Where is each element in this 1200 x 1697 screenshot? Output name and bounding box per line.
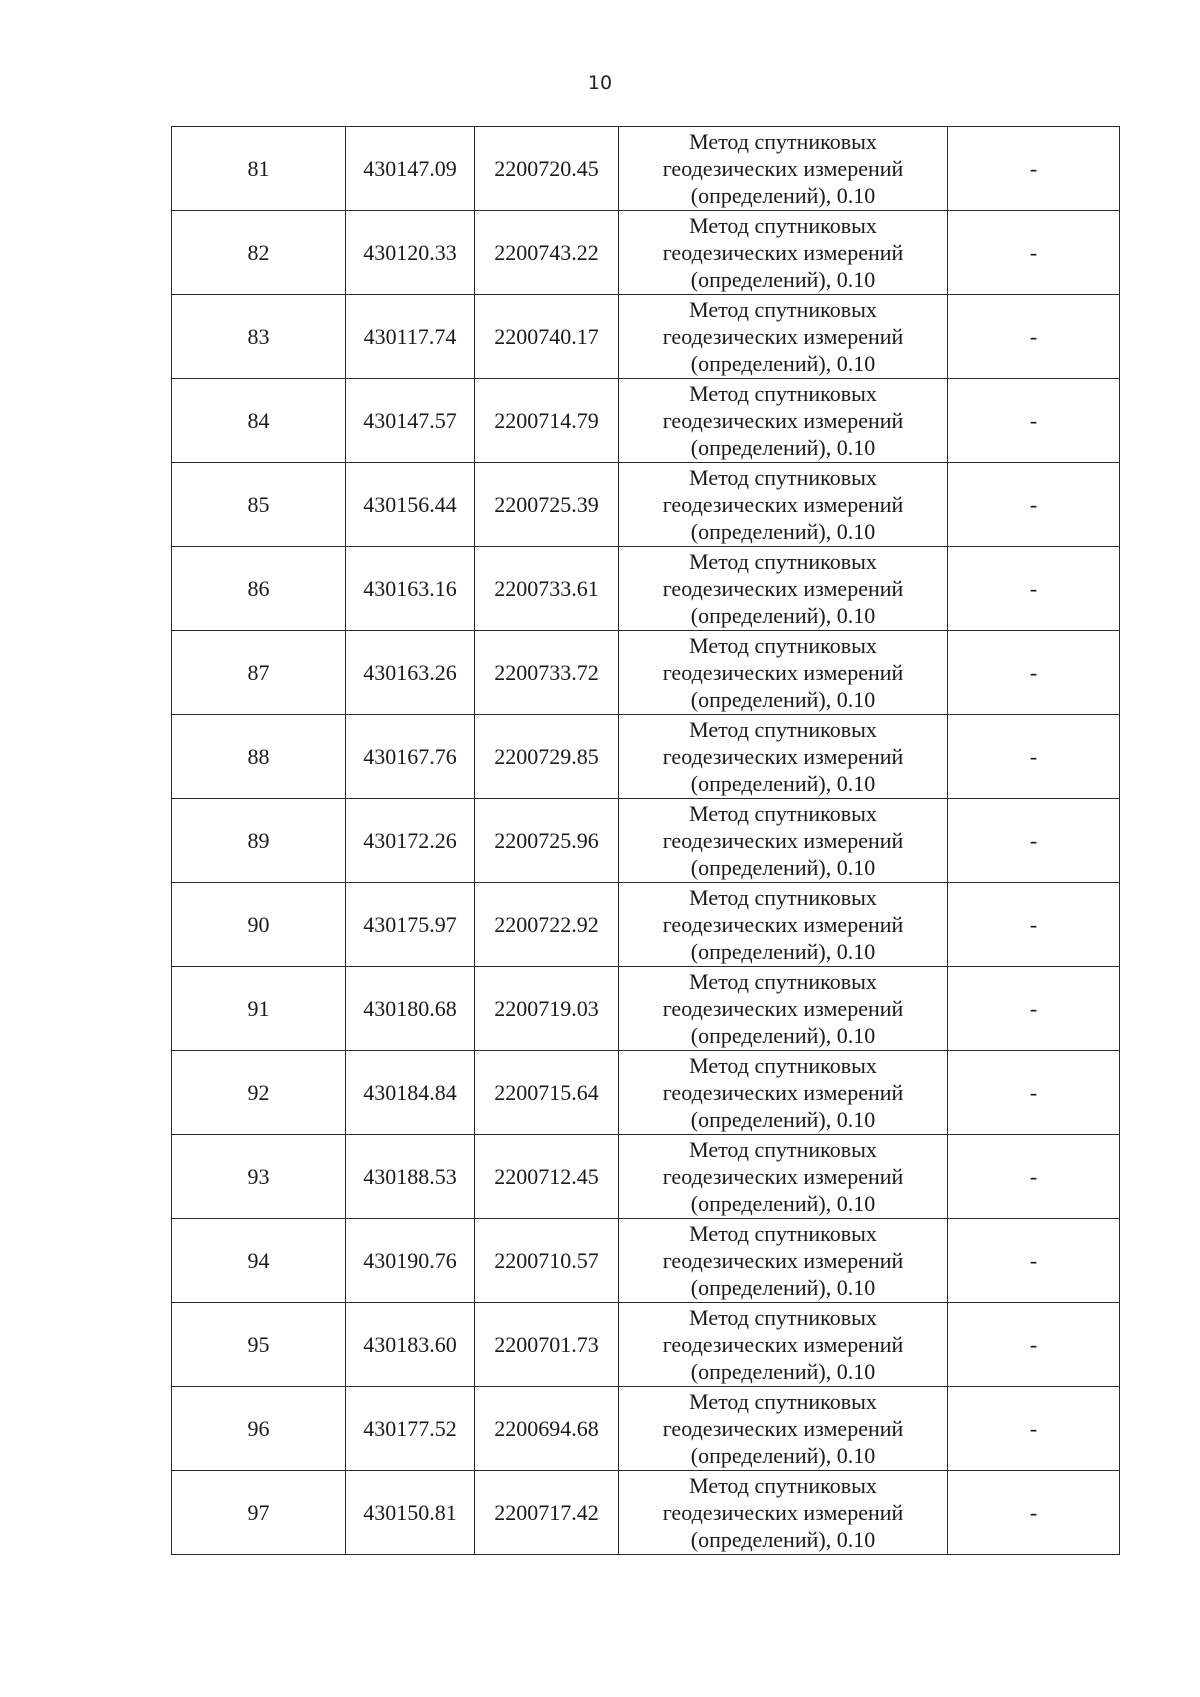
x-coordinate-cell: 430175.97 xyxy=(346,883,475,967)
x-coordinate-cell: 430117.74 xyxy=(346,295,475,379)
method-cell: Метод спутниковых геодезических измерений (определений), 0.10 xyxy=(619,463,948,547)
note-cell: - xyxy=(948,715,1120,799)
note-cell: - xyxy=(948,1219,1120,1303)
table-row xyxy=(172,1219,1120,1303)
method-cell: Метод спутниковых геодезических измерений (определений), 0.10 xyxy=(619,1303,948,1387)
x-coordinate-cell: 430190.76 xyxy=(346,1219,475,1303)
method-cell: Метод спутниковых геодезических измерений (определений), 0.10 xyxy=(619,967,948,1051)
method-cell: Метод спутниковых геодезических измерений (определений), 0.10 xyxy=(619,211,948,295)
x-coordinate-cell: 430156.44 xyxy=(346,463,475,547)
page-number: 10 xyxy=(587,72,613,94)
table-row xyxy=(172,1135,1120,1219)
method-cell: Метод спутниковых геодезических измерений (определений), 0.10 xyxy=(619,547,948,631)
note-cell: - xyxy=(948,295,1120,379)
point-number-cell: 82 xyxy=(172,211,346,295)
point-number-cell: 96 xyxy=(172,1387,346,1471)
method-cell: Метод спутниковых геодезических измерений (определений), 0.10 xyxy=(619,1051,948,1135)
table-row xyxy=(172,1051,1120,1135)
point-number-cell: 97 xyxy=(172,1471,346,1555)
point-number-cell: 81 xyxy=(172,127,346,211)
method-cell: Метод спутниковых геодезических измерений (определений), 0.10 xyxy=(619,715,948,799)
y-coordinate-cell: 2200715.64 xyxy=(475,1051,619,1135)
method-cell: Метод спутниковых геодезических измерений (определений), 0.10 xyxy=(619,379,948,463)
point-number-cell: 86 xyxy=(172,547,346,631)
note-cell: - xyxy=(948,799,1120,883)
table-row xyxy=(172,1471,1120,1555)
x-coordinate-cell: 430163.16 xyxy=(346,547,475,631)
x-coordinate-cell: 430180.68 xyxy=(346,967,475,1051)
note-cell: - xyxy=(948,1387,1120,1471)
y-coordinate-cell: 2200719.03 xyxy=(475,967,619,1051)
y-coordinate-cell: 2200729.85 xyxy=(475,715,619,799)
table-row xyxy=(172,463,1120,547)
y-coordinate-cell: 2200710.57 xyxy=(475,1219,619,1303)
note-cell: - xyxy=(948,883,1120,967)
note-cell: - xyxy=(948,211,1120,295)
point-number-cell: 91 xyxy=(172,967,346,1051)
point-number-cell: 90 xyxy=(172,883,346,967)
method-cell: Метод спутниковых геодезических измерений (определений), 0.10 xyxy=(619,631,948,715)
note-cell: - xyxy=(948,1303,1120,1387)
y-coordinate-cell: 2200694.68 xyxy=(475,1387,619,1471)
y-coordinate-cell: 2200720.45 xyxy=(475,127,619,211)
method-cell: Метод спутниковых геодезических измерений (определений), 0.10 xyxy=(619,1387,948,1471)
table-row xyxy=(172,295,1120,379)
method-cell: Метод спутниковых геодезических измерений (определений), 0.10 xyxy=(619,295,948,379)
note-cell: - xyxy=(948,127,1120,211)
method-cell: Метод спутниковых геодезических измерений (определений), 0.10 xyxy=(619,1135,948,1219)
y-coordinate-cell: 2200740.17 xyxy=(475,295,619,379)
point-number-cell: 89 xyxy=(172,799,346,883)
x-coordinate-cell: 430183.60 xyxy=(346,1303,475,1387)
point-number-cell: 92 xyxy=(172,1051,346,1135)
note-cell: - xyxy=(948,1471,1120,1555)
y-coordinate-cell: 2200701.73 xyxy=(475,1303,619,1387)
point-number-cell: 87 xyxy=(172,631,346,715)
note-cell: - xyxy=(948,1135,1120,1219)
x-coordinate-cell: 430167.76 xyxy=(346,715,475,799)
y-coordinate-cell: 2200717.42 xyxy=(475,1471,619,1555)
method-cell: Метод спутниковых геодезических измерений (определений), 0.10 xyxy=(619,883,948,967)
method-cell: Метод спутниковых геодезических измерений (определений), 0.10 xyxy=(619,1471,948,1555)
point-number-cell: 88 xyxy=(172,715,346,799)
point-number-cell: 93 xyxy=(172,1135,346,1219)
x-coordinate-cell: 430177.52 xyxy=(346,1387,475,1471)
table-row xyxy=(172,715,1120,799)
y-coordinate-cell: 2200722.92 xyxy=(475,883,619,967)
table-row xyxy=(172,1303,1120,1387)
table-row xyxy=(172,967,1120,1051)
method-cell: Метод спутниковых геодезических измерений (определений), 0.10 xyxy=(619,799,948,883)
point-number-cell: 94 xyxy=(172,1219,346,1303)
table-row xyxy=(172,211,1120,295)
y-coordinate-cell: 2200733.61 xyxy=(475,547,619,631)
x-coordinate-cell: 430150.81 xyxy=(346,1471,475,1555)
y-coordinate-cell: 2200714.79 xyxy=(475,379,619,463)
x-coordinate-cell: 430163.26 xyxy=(346,631,475,715)
note-cell: - xyxy=(948,967,1120,1051)
y-coordinate-cell: 2200712.45 xyxy=(475,1135,619,1219)
coordinates-table-body xyxy=(172,127,1120,1555)
table-row xyxy=(172,127,1120,211)
x-coordinate-cell: 430184.84 xyxy=(346,1051,475,1135)
y-coordinate-cell: 2200743.22 xyxy=(475,211,619,295)
table-row xyxy=(172,1387,1120,1471)
y-coordinate-cell: 2200725.96 xyxy=(475,799,619,883)
note-cell: - xyxy=(948,379,1120,463)
x-coordinate-cell: 430188.53 xyxy=(346,1135,475,1219)
point-number-cell: 85 xyxy=(172,463,346,547)
method-cell: Метод спутниковых геодезических измерений (определений), 0.10 xyxy=(619,127,948,211)
point-number-cell: 83 xyxy=(172,295,346,379)
point-number-cell: 84 xyxy=(172,379,346,463)
note-cell: - xyxy=(948,463,1120,547)
note-cell: - xyxy=(948,631,1120,715)
x-coordinate-cell: 430120.33 xyxy=(346,211,475,295)
coordinates-table xyxy=(171,126,1120,1555)
x-coordinate-cell: 430147.09 xyxy=(346,127,475,211)
note-cell: - xyxy=(948,547,1120,631)
y-coordinate-cell: 2200725.39 xyxy=(475,463,619,547)
table-row xyxy=(172,799,1120,883)
table-row xyxy=(172,631,1120,715)
note-cell: - xyxy=(948,1051,1120,1135)
table-row xyxy=(172,379,1120,463)
method-cell: Метод спутниковых геодезических измерений (определений), 0.10 xyxy=(619,1219,948,1303)
x-coordinate-cell: 430172.26 xyxy=(346,799,475,883)
x-coordinate-cell: 430147.57 xyxy=(346,379,475,463)
point-number-cell: 95 xyxy=(172,1303,346,1387)
table-row xyxy=(172,547,1120,631)
y-coordinate-cell: 2200733.72 xyxy=(475,631,619,715)
table-row xyxy=(172,883,1120,967)
